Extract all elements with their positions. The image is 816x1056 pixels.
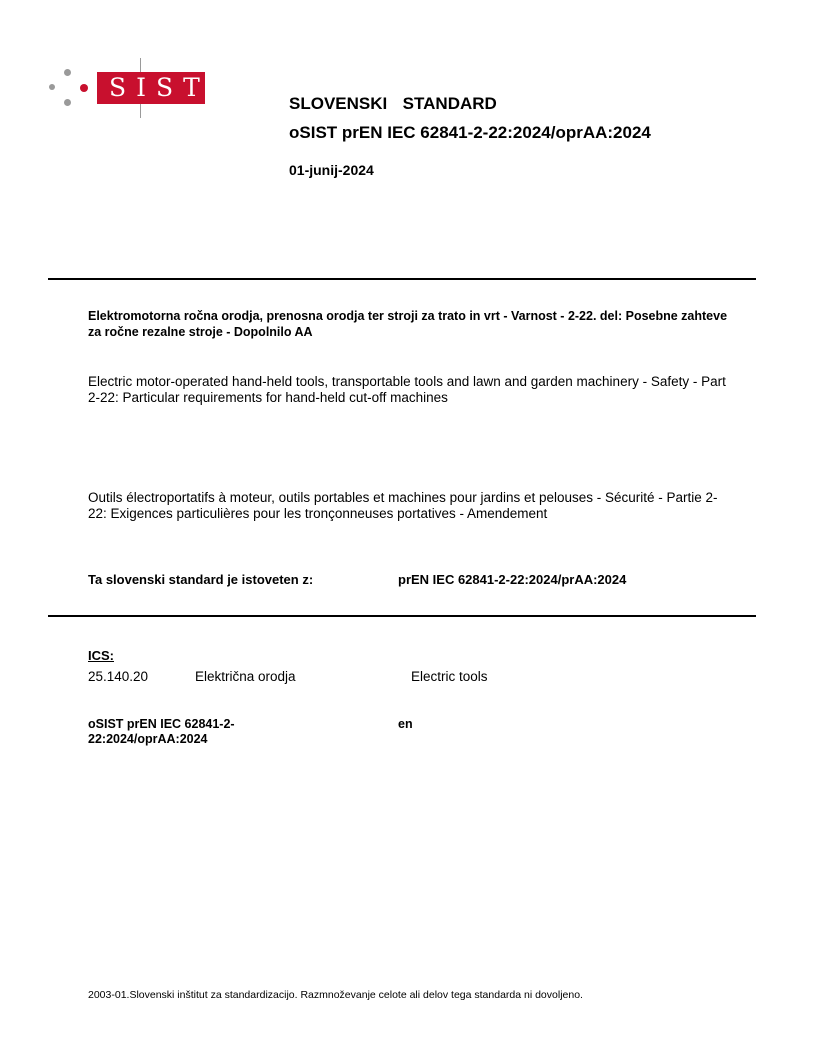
top-divider (48, 278, 756, 280)
ics-code: 25.140.20 (88, 669, 149, 684)
logo-dot-icon (64, 69, 71, 76)
logo-dot-icon (64, 99, 71, 106)
title-slovenian: Elektromotorna ročna orodja, prenosna orodja ter stroji za trato in vrt - Varnost - 2-22. del: Posebne zahteve za ročne rezalne stroje - Dopolnilo AA (88, 309, 728, 339)
reference-code: oSIST prEN IEC 62841-2-22:2024/oprAA:2024 (88, 717, 235, 746)
title-french: Outils électroportatifs à moteur, outils portables et machines pour jardins et pelouses - Sécurité - Partie 2-22: Exigences particulières pour les tronçonneuses portatives - Amendement (88, 490, 718, 521)
title-english: Electric motor-operated hand-held tools, transportable tools and lawn and garden machinery - Safety - Part 2-22: Particular requirements for hand-held cut-off machines (88, 374, 726, 405)
logo-dot-icon (49, 84, 55, 90)
ics-label: ICS: (88, 648, 114, 663)
ics-description-slovenian: Električna orodja (195, 669, 296, 684)
identical-label: Ta slovenski standard je istoveten z: (88, 572, 314, 587)
middle-divider (48, 615, 756, 617)
reference-language: en (398, 717, 413, 731)
publication-date: 01-junij-2024 (289, 162, 374, 178)
logo-dot-icon (80, 84, 88, 92)
ics-description-english: Electric tools (411, 669, 488, 684)
identical-value: prEN IEC 62841-2-22:2024/prAA:2024 (398, 572, 627, 587)
standard-label: SLOVENSKI STANDARD (289, 94, 497, 113)
logo-wordmark: SIST (97, 72, 205, 104)
standard-code: oSIST prEN IEC 62841-2-22:2024/oprAA:2024 (289, 123, 651, 142)
copyright-footer: 2003-01.Slovenski inštitut za standardizacijo. Razmnoževanje celote ali delov tega standarda ni dovoljeno. (88, 989, 583, 1001)
